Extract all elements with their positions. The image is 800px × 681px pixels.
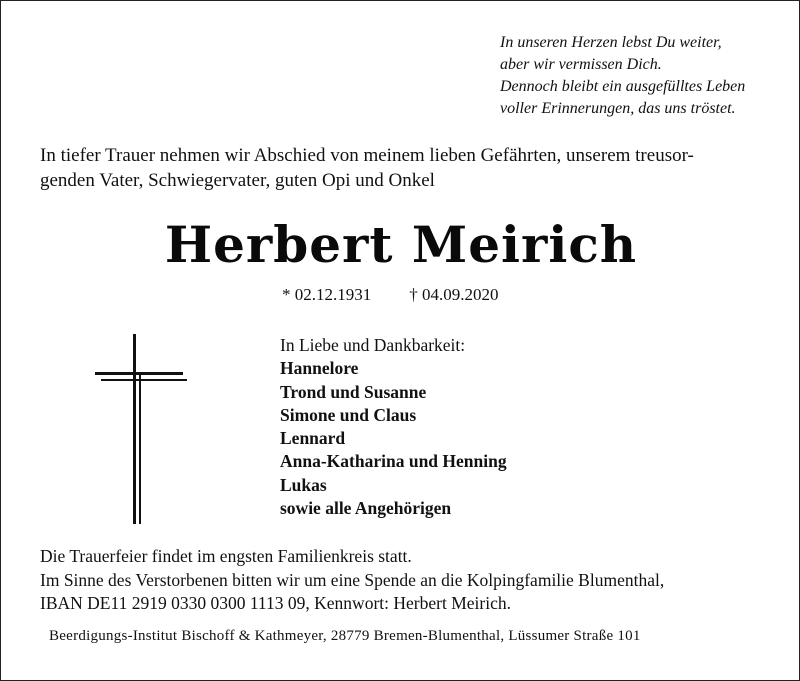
birth-date: * 02.12.1931 bbox=[282, 285, 372, 304]
mourner-name: Hannelore bbox=[280, 358, 359, 379]
poem-line: Dennoch bleibt ein ausgefülltes Leben bbox=[500, 78, 746, 95]
funeral-notice bbox=[40, 545, 780, 616]
announcement-line: genden Vater, Schwiegervater, guten Opi und Onkel bbox=[40, 169, 435, 191]
funeral-home-address: Beerdigungs-Institut Bischoff & Kathmeyer, 28779 Bremen-Blumenthal, Lüssumer Straße 101 bbox=[49, 628, 641, 644]
cross-vertical-shadow bbox=[139, 374, 141, 524]
mourner-name: Trond und Susanne bbox=[280, 381, 427, 402]
donation-request: Im Sinne des Verstorbenen bitten wir um eine Spende an die Kolpingfamilie Blumenthal, bbox=[40, 569, 665, 590]
poem-line: In unseren Herzen lebst Du weiter, bbox=[500, 34, 722, 51]
cross-vertical-bar bbox=[133, 334, 136, 524]
cross-icon bbox=[95, 334, 190, 524]
mourner-name: Lukas bbox=[280, 474, 327, 495]
mourners-heading: In Liebe und Dankbarkeit: bbox=[280, 335, 466, 355]
mourner-name: sowie alle Angehörigen bbox=[280, 498, 452, 519]
life-dates bbox=[282, 284, 499, 306]
cross-horizontal-bar bbox=[95, 372, 183, 375]
mourner-name: Anna-Katharina und Henning bbox=[280, 451, 507, 472]
mourning-announcement bbox=[40, 144, 770, 193]
death-date: † 04.09.2020 bbox=[409, 285, 499, 304]
mourner-name: Lennard bbox=[280, 428, 346, 449]
memorial-poem bbox=[500, 32, 790, 120]
announcement-line: In tiefer Trauer nehmen wir Abschied von meinem lieben Gefährten, unserem treusor- bbox=[40, 145, 694, 166]
donation-account: IBAN DE11 2919 0330 0300 1113 09, Kennwort: Herbert Meirich. bbox=[40, 593, 511, 613]
deceased-name: Herbert Meirich bbox=[164, 215, 638, 274]
ceremony-note: Die Trauerfeier findet im engsten Familienkreis statt. bbox=[40, 546, 412, 566]
poem-line: voller Erinnerungen, das uns tröstet. bbox=[500, 100, 736, 117]
mourner-name: Simone und Claus bbox=[280, 404, 417, 425]
cross-horizontal-shadow bbox=[101, 379, 187, 381]
mourners-list bbox=[280, 334, 507, 520]
poem-line: aber wir vermissen Dich. bbox=[500, 56, 662, 73]
